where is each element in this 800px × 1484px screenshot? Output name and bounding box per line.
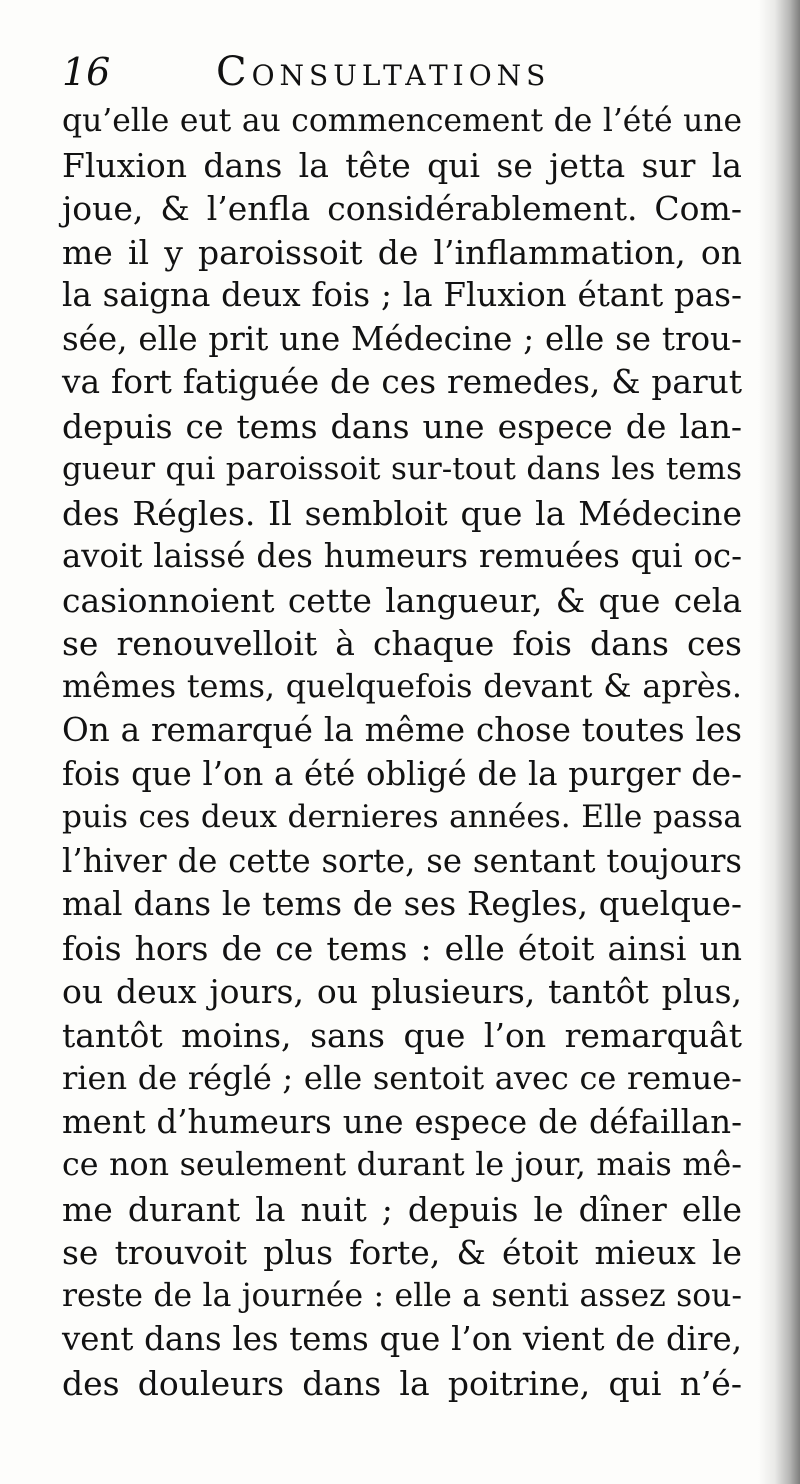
text-line: ou deux jours, ou plusieurs, tantôt plus,	[62, 972, 742, 1011]
page-header	[62, 44, 742, 100]
text-line: rien de réglé ; elle sentoit avec ce remue-	[62, 1059, 742, 1097]
text-line: vent dans les tems que l’on vient de dire,	[62, 1320, 742, 1358]
text-line: depuis ce tems dans une espece de lan-	[62, 406, 742, 446]
text-line: qu’elle eut au commencement de l’été une	[62, 103, 742, 139]
text-line: Fluxion dans la tête qui se jetta sur la	[62, 145, 742, 185]
page-number: 16	[62, 50, 111, 94]
text-line: des Régles. Il sembloit que la Médecine	[62, 493, 742, 533]
text-line: ment d’humeurs une espece de défaillan-	[62, 1102, 742, 1141]
body-text	[62, 100, 742, 1405]
text-line: casionnoient cette langueur, & que cela	[62, 580, 742, 620]
text-line: ce non seulement durant le jour, mais mê-	[62, 1147, 742, 1183]
binding-gutter-shadow	[758, 0, 800, 1484]
text-line: tantôt moins, sans que l’on remarquât	[62, 1015, 742, 1055]
running-title: Consultations	[216, 49, 551, 95]
text-line: avoit laissé des humeurs remuées qui oc-	[62, 537, 742, 575]
text-line: joue, & l’enfla considérablement. Com-	[62, 189, 742, 228]
text-line: me durant la nuit ; depuis le dîner elle	[62, 1189, 742, 1229]
text-line: mal dans le tems de ses Regles, quelque-	[62, 885, 742, 923]
text-line: sée, elle prit une Médecine ; elle se trou-	[62, 319, 742, 358]
text-line: va fort fatiguée de ces remedes, & parut	[62, 363, 742, 401]
text-line: reste de la journée : elle a senti assez sou-	[62, 1277, 742, 1314]
text-line: gueur qui paroissoit sur-tout dans les tems	[62, 451, 742, 487]
text-line: fois hors de ce tems : elle étoit ainsi un	[62, 928, 742, 968]
text-line: la saigna deux fois ; la Fluxion étant pas-	[62, 276, 742, 314]
text-line: se renouvelloit à chaque fois dans ces	[62, 624, 742, 663]
text-line: On a remarqué la même chose toutes les	[62, 711, 742, 749]
text-line: l’hiver de cette sorte, se sentant toujours	[62, 841, 742, 880]
text-line: puis ces deux dernieres années. Elle passa	[62, 799, 742, 835]
text-line: fois que l’on a été obligé de la purger de-	[62, 754, 742, 793]
text-line: se trouvoit plus forte, & étoit mieux le	[62, 1233, 742, 1272]
text-line: mêmes tems, quelquefois devant & après.	[62, 668, 742, 705]
text-line: des douleurs dans la poitrine, qui n’é-	[62, 1363, 742, 1403]
text-line: me il y paroissoit de l’inflammation, on	[62, 232, 742, 272]
